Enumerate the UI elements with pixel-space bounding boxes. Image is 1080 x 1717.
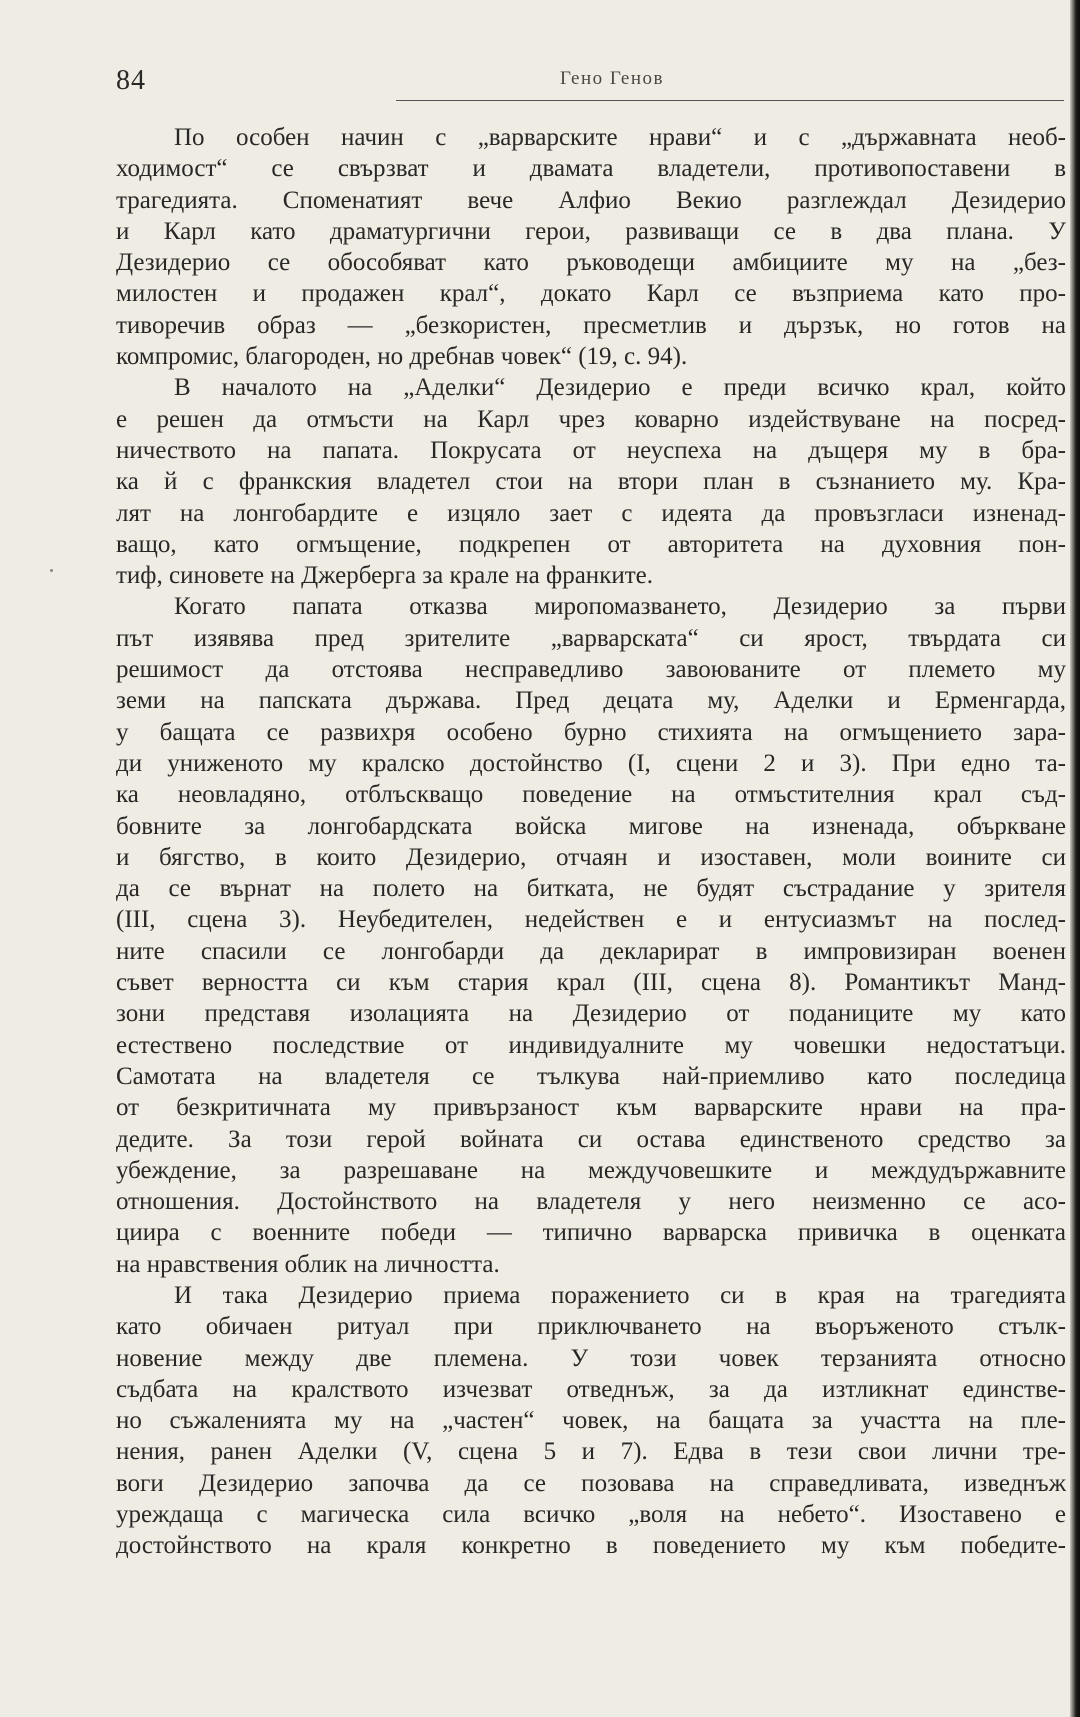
text-line: новение между две племена. У този човек терзанията относно (116, 1344, 1066, 1372)
text-line: уреждаща с магическа сила всичко „воля на небето“. Изоставено е (116, 1501, 1066, 1529)
text-line: ка й с франкския владетел стои на втори план в съзнанието му. Кра- (116, 468, 1066, 496)
text-line: земи на папската държава. Пред децата му, Аделки и Ерменгарда, (116, 687, 1066, 715)
text-line: е решен да отмъсти на Карл чрез коварно издействуване на посред- (116, 405, 1066, 433)
text-line: ка неовладяно, отблъскващо поведение на отмъстителния крал съд- (116, 781, 1066, 809)
body-text (116, 122, 1066, 1562)
text-line: ващо, като огмъщение, подкрепен от авторитета на духовния пон- (116, 530, 1066, 558)
text-line: решимост да отстоява несправедливо завоюваните от племето му (116, 656, 1066, 684)
text-line: у бащата се развихря особено бурно стихията на огмъщението зара- (116, 718, 1066, 746)
text-line: достойнството на краля конкретно в поведението му към победите- (116, 1532, 1066, 1560)
text-line: милостен и продажен крал“, докато Карл се възприема като про- (116, 280, 1066, 308)
text-line: отношения. Достойнството на владетеля у него неизменно се асо- (116, 1188, 1066, 1216)
text-line: бовните за лонгобардската войска мигове на изненада, объркване (116, 812, 1066, 840)
text-line: убеждение, за разрешаване на междучовешките и междудържавните (116, 1156, 1066, 1184)
text-line: трагедията. Споменатият вече Алфио Векио разглеждал Дезидерио (116, 186, 1066, 214)
text-line: да се върнат на полето на битката, не будят състрадание у зрителя (116, 875, 1066, 903)
text-line: и Карл като драматургични герои, развиващи се в два плана. У (116, 217, 1066, 245)
text-line: дедите. За този герой войната си остава единственото средство за (116, 1125, 1066, 1153)
margin-speck (50, 569, 53, 572)
text-line: (III, сцена 3). Неубедителен, недействен е и ентусиазмът на послед- (116, 906, 1066, 934)
text-line: По особен начин с „варварските нрави“ и с „държавната необ- (174, 124, 1066, 151)
text-line: циира с военните победи — типично варварска привичка в оценката (116, 1219, 1066, 1247)
text-line: на нравствения облик на личността. (116, 1250, 500, 1278)
running-head: Гено Генов (560, 68, 664, 89)
text-line: ди униженото му кралско достойнство (I, сцени 2 и 3). При едно та- (116, 749, 1066, 777)
binding-shadow (1070, 0, 1080, 1717)
text-line: ничеството на папата. Покрусата от неуспеха на дъщеря му в бра- (116, 436, 1066, 464)
text-line: но съжаленията му на „частен“ човек, на бащата за участта на пле- (116, 1407, 1066, 1435)
text-line: В началото на „Аделки“ Дезидерио е преди всичко крал, който (174, 374, 1066, 402)
text-line: като обичаен ритуал при приключването на въоръженото стълк- (116, 1313, 1066, 1341)
text-line: ходимост“ се свързват и двамата владетели, противопоставени в (116, 155, 1066, 183)
text-line: лят на лонгобардите е изцяло зает с идеята да провъзгласи изненад- (116, 499, 1066, 527)
page-number: 84 (116, 65, 146, 96)
text-line: естествено последствие от индивидуалните му човешки недостатъци. (116, 1031, 1066, 1059)
text-line: Дезидерио се обособяват като ръководещи амбициите му на „без- (116, 249, 1066, 277)
text-line: нения, ранен Аделки (V, сцена 5 и 7). Едва в тези свои лични тре- (116, 1438, 1066, 1466)
page-header (116, 60, 1066, 100)
text-line: тиворечив образ — „безкористен, пресметлив и дързък, но готов на (116, 311, 1066, 339)
text-line: път изявява пред зрителите „варварската“ си ярост, твърдата си (116, 624, 1066, 652)
text-line: съвет верността си към стария крал (III, сцена 8). Романтикът Манд- (116, 969, 1066, 997)
text-line: и бягство, в които Дезидерио, отчаян и изоставен, моли воините си (116, 843, 1066, 871)
text-line: съдбата на кралството изчезват отведнъж, за да изтликнат единстве- (116, 1375, 1066, 1403)
text-line: от безкритичната му привързаност към варварските нрави на пра- (116, 1094, 1066, 1122)
text-line: Самотата на владетеля се тълкува най-приемливо като последица (116, 1062, 1066, 1090)
text-line: ните спасили се лонгобарди да декларират в импровизиран военен (116, 937, 1066, 965)
text-line: компромис, благороден, но дребнав човек“ (19, с. 94). (116, 343, 688, 371)
text-line: воги Дезидерио започва да се позовава на справедливата, изведнъж (116, 1469, 1066, 1497)
text-line: Когато папата отказва миропомазването, Дезидерио за първи (174, 593, 1066, 621)
text-line: тиф, синовете на Джерберга за крале на франките. (116, 562, 653, 590)
header-rule (396, 100, 1064, 101)
text-line: зони представя изолацията на Дезидерио от поданиците му като (116, 1000, 1066, 1028)
text-line: И така Дезидерио приема поражението си в края на трагедията (174, 1281, 1066, 1309)
